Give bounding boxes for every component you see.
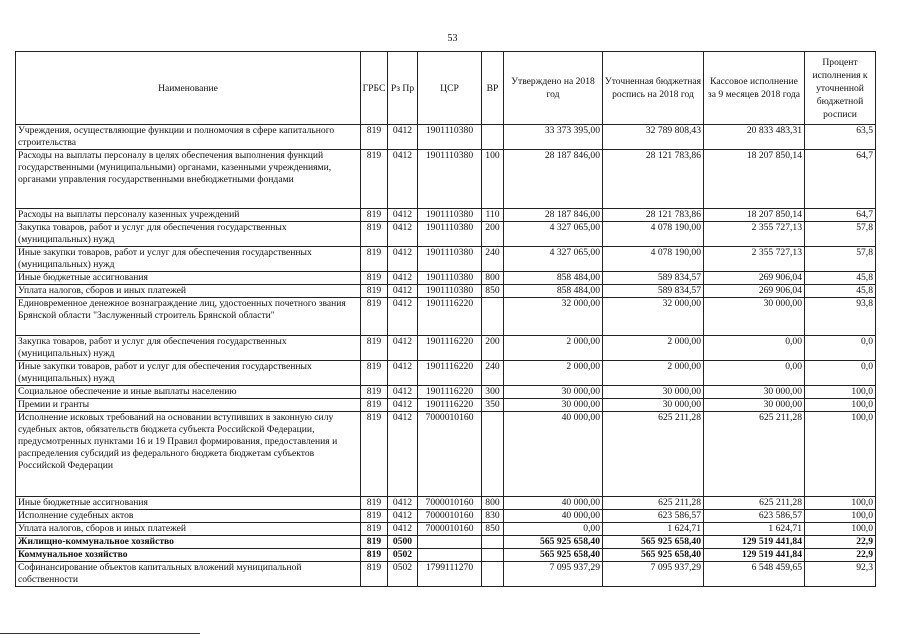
cell-csr xyxy=(418,549,482,562)
cell-name: Иные закупки товаров, работ и услуг для обеспечения государственных (муниципальных) нужд xyxy=(16,361,361,386)
cell-approved: 40 000,00 xyxy=(504,412,603,497)
table-row xyxy=(16,272,876,285)
cell-percent: 64,7 xyxy=(805,150,876,209)
cell-percent: 57,8 xyxy=(805,247,876,272)
cell-grbs: 819 xyxy=(361,150,388,209)
cell-approved: 565 925 658,40 xyxy=(504,536,603,549)
cell-percent: 92,3 xyxy=(805,562,876,587)
table-row xyxy=(16,222,876,247)
table-row xyxy=(16,285,876,298)
cell-cash: 6 548 459,65 xyxy=(704,562,805,587)
cell-vr: 800 xyxy=(482,272,504,285)
cell-refined: 30 000,00 xyxy=(603,386,704,399)
cell-name: Уплата налогов, сборов и иных платежей xyxy=(16,285,361,298)
cell-cash: 18 207 850,14 xyxy=(704,209,805,222)
cell-approved: 28 187 846,00 xyxy=(504,150,603,209)
cell-percent: 45,8 xyxy=(805,285,876,298)
cell-vr: 240 xyxy=(482,361,504,386)
cell-cash: 2 355 727,13 xyxy=(704,222,805,247)
table-row xyxy=(16,536,876,549)
cell-grbs: 819 xyxy=(361,272,388,285)
cell-csr: 1901110380 xyxy=(418,125,482,150)
cell-percent: 57,8 xyxy=(805,222,876,247)
cell-percent: 100,0 xyxy=(805,412,876,497)
cell-refined: 4 078 190,00 xyxy=(603,247,704,272)
cell-grbs: 819 xyxy=(361,536,388,549)
table-row xyxy=(16,386,876,399)
cell-rzpr: 0412 xyxy=(388,510,418,523)
cell-csr: 1901116220 xyxy=(418,336,482,361)
cell-csr: 1901116220 xyxy=(418,399,482,412)
cell-rzpr: 0412 xyxy=(388,285,418,298)
cell-refined: 7 095 937,29 xyxy=(603,562,704,587)
cell-name: Жилищно-коммунальное хозяйство xyxy=(16,536,361,549)
cell-grbs: 819 xyxy=(361,125,388,150)
cell-csr: 1901110380 xyxy=(418,247,482,272)
cell-grbs: 819 xyxy=(361,298,388,336)
cell-approved: 30 000,00 xyxy=(504,386,603,399)
cell-grbs: 819 xyxy=(361,399,388,412)
cell-approved: 33 373 395,00 xyxy=(504,125,603,150)
cell-grbs: 819 xyxy=(361,336,388,361)
cell-cash: 2 355 727,13 xyxy=(704,247,805,272)
cell-refined: 28 121 783,86 xyxy=(603,209,704,222)
cell-rzpr: 0412 xyxy=(388,361,418,386)
cell-grbs: 819 xyxy=(361,285,388,298)
cell-approved: 2 000,00 xyxy=(504,361,603,386)
cell-rzpr: 0412 xyxy=(388,222,418,247)
cell-refined: 1 624,71 xyxy=(603,523,704,536)
header-vr: ВР xyxy=(482,52,504,125)
cell-grbs: 819 xyxy=(361,361,388,386)
cell-name: Исполнение судебных актов xyxy=(16,510,361,523)
table-row xyxy=(16,562,876,587)
footnote-divider xyxy=(0,633,200,634)
cell-cash: 625 211,28 xyxy=(704,412,805,497)
cell-rzpr: 0412 xyxy=(388,399,418,412)
cell-refined: 28 121 783,86 xyxy=(603,150,704,209)
cell-approved: 28 187 846,00 xyxy=(504,209,603,222)
cell-rzpr: 0412 xyxy=(388,336,418,361)
cell-percent: 22,9 xyxy=(805,536,876,549)
header-refined: Уточненная бюджетная роспись на 2018 год xyxy=(603,52,704,125)
cell-csr: 1799111270 xyxy=(418,562,482,587)
budget-execution-table xyxy=(15,51,876,587)
cell-rzpr: 0412 xyxy=(388,523,418,536)
header-csr: ЦСР xyxy=(418,52,482,125)
cell-rzpr: 0502 xyxy=(388,562,418,587)
cell-approved: 7 095 937,29 xyxy=(504,562,603,587)
table-body xyxy=(16,125,876,587)
cell-refined: 625 211,28 xyxy=(603,497,704,510)
table-row xyxy=(16,150,876,209)
cell-rzpr: 0412 xyxy=(388,386,418,399)
cell-grbs: 819 xyxy=(361,510,388,523)
cell-refined: 623 586,57 xyxy=(603,510,704,523)
cell-vr: 350 xyxy=(482,399,504,412)
cell-rzpr: 0412 xyxy=(388,272,418,285)
cell-approved: 858 484,00 xyxy=(504,272,603,285)
cell-csr: 1901110380 xyxy=(418,285,482,298)
table-row xyxy=(16,125,876,150)
cell-refined: 565 925 658,40 xyxy=(603,536,704,549)
cell-percent: 64,7 xyxy=(805,209,876,222)
cell-approved: 565 925 658,40 xyxy=(504,549,603,562)
cell-csr: 1901116220 xyxy=(418,361,482,386)
cell-cash: 20 833 483,31 xyxy=(704,125,805,150)
cell-rzpr: 0412 xyxy=(388,209,418,222)
table-row xyxy=(16,510,876,523)
cell-vr: 200 xyxy=(482,336,504,361)
cell-vr: 200 xyxy=(482,222,504,247)
cell-vr: 850 xyxy=(482,523,504,536)
cell-vr: 830 xyxy=(482,510,504,523)
cell-cash: 1 624,71 xyxy=(704,523,805,536)
cell-approved: 40 000,00 xyxy=(504,510,603,523)
cell-grbs: 819 xyxy=(361,523,388,536)
cell-refined: 589 834,57 xyxy=(603,285,704,298)
cell-name: Иные бюджетные ассигнования xyxy=(16,497,361,510)
cell-grbs: 819 xyxy=(361,222,388,247)
cell-grbs: 819 xyxy=(361,247,388,272)
table-header-row xyxy=(16,52,876,125)
cell-vr: 100 xyxy=(482,150,504,209)
cell-refined: 2 000,00 xyxy=(603,336,704,361)
cell-vr xyxy=(482,412,504,497)
cell-approved: 0,00 xyxy=(504,523,603,536)
cell-percent: 100,0 xyxy=(805,497,876,510)
cell-name: Расходы на выплаты персоналу в целях обеспечения выполнения функций государственными (муниципальными) органами, казенными учреждениями, органами управления государственными внебюджетными фондами xyxy=(16,150,361,209)
cell-approved: 858 484,00 xyxy=(504,285,603,298)
cell-csr: 1901110380 xyxy=(418,222,482,247)
cell-vr: 800 xyxy=(482,497,504,510)
cell-percent: 0,0 xyxy=(805,361,876,386)
cell-csr: 1901110380 xyxy=(418,150,482,209)
cell-cash: 269 906,04 xyxy=(704,272,805,285)
cell-csr: 7000010160 xyxy=(418,412,482,497)
cell-vr: 850 xyxy=(482,285,504,298)
table-row xyxy=(16,399,876,412)
cell-cash: 0,00 xyxy=(704,361,805,386)
cell-rzpr: 0412 xyxy=(388,150,418,209)
cell-grbs: 819 xyxy=(361,497,388,510)
cell-approved: 40 000,00 xyxy=(504,497,603,510)
cell-refined: 32 789 808,43 xyxy=(603,125,704,150)
cell-grbs: 819 xyxy=(361,549,388,562)
cell-name: Софинансирование объектов капитальных вложений муниципальной собственности xyxy=(16,562,361,587)
cell-csr xyxy=(418,536,482,549)
cell-name: Иные закупки товаров, работ и услуг для обеспечения государственных (муниципальных) нужд xyxy=(16,247,361,272)
table-row xyxy=(16,497,876,510)
table-row xyxy=(16,247,876,272)
cell-name: Иные бюджетные ассигнования xyxy=(16,272,361,285)
cell-cash: 129 519 441,84 xyxy=(704,549,805,562)
cell-csr: 1901116220 xyxy=(418,298,482,336)
cell-cash: 625 211,28 xyxy=(704,497,805,510)
cell-percent: 0,0 xyxy=(805,336,876,361)
cell-percent: 45,8 xyxy=(805,272,876,285)
cell-vr xyxy=(482,549,504,562)
cell-cash: 129 519 441,84 xyxy=(704,536,805,549)
cell-grbs: 819 xyxy=(361,209,388,222)
cell-percent: 93,8 xyxy=(805,298,876,336)
cell-vr xyxy=(482,298,504,336)
cell-refined: 625 211,28 xyxy=(603,412,704,497)
header-cash: Кассовое исполнение за 9 месяцев 2018 года xyxy=(704,52,805,125)
cell-approved: 32 000,00 xyxy=(504,298,603,336)
cell-vr: 300 xyxy=(482,386,504,399)
cell-cash: 30 000,00 xyxy=(704,386,805,399)
table-row xyxy=(16,549,876,562)
cell-csr: 1901110380 xyxy=(418,272,482,285)
cell-percent: 22,9 xyxy=(805,549,876,562)
table-row xyxy=(16,523,876,536)
cell-percent: 63,5 xyxy=(805,125,876,150)
cell-name: Коммунальное хозяйство xyxy=(16,549,361,562)
cell-approved: 4 327 065,00 xyxy=(504,247,603,272)
cell-cash: 269 906,04 xyxy=(704,285,805,298)
cell-name: Социальное обеспечение и иные выплаты населению xyxy=(16,386,361,399)
header-percent: Процент исполнения к уточненной бюджетной росписи xyxy=(805,52,876,125)
table-row xyxy=(16,298,876,336)
page-number: 53 xyxy=(447,33,458,44)
cell-name: Премии и гранты xyxy=(16,399,361,412)
cell-refined: 4 078 190,00 xyxy=(603,222,704,247)
header-rzpr: Рз Пр xyxy=(388,52,418,125)
cell-percent: 100,0 xyxy=(805,523,876,536)
table-row xyxy=(16,209,876,222)
cell-name: Уплата налогов, сборов и иных платежей xyxy=(16,523,361,536)
table-row xyxy=(16,336,876,361)
cell-grbs: 819 xyxy=(361,412,388,497)
cell-percent: 100,0 xyxy=(805,386,876,399)
cell-csr: 7000010160 xyxy=(418,497,482,510)
header-grbs: ГРБС xyxy=(361,52,388,125)
cell-vr: 240 xyxy=(482,247,504,272)
cell-cash: 30 000,00 xyxy=(704,399,805,412)
cell-rzpr: 0412 xyxy=(388,125,418,150)
cell-rzpr: 0502 xyxy=(388,549,418,562)
cell-vr xyxy=(482,125,504,150)
cell-vr xyxy=(482,536,504,549)
cell-vr xyxy=(482,562,504,587)
cell-csr: 1901110380 xyxy=(418,209,482,222)
cell-csr: 7000010160 xyxy=(418,510,482,523)
cell-percent: 100,0 xyxy=(805,399,876,412)
cell-name: Закупка товаров, работ и услуг для обеспечения государственных (муниципальных) нужд xyxy=(16,222,361,247)
cell-refined: 565 925 658,40 xyxy=(603,549,704,562)
header-name: Наименование xyxy=(16,52,361,125)
cell-rzpr: 0500 xyxy=(388,536,418,549)
cell-cash: 623 586,57 xyxy=(704,510,805,523)
cell-vr: 110 xyxy=(482,209,504,222)
cell-percent: 100,0 xyxy=(805,510,876,523)
cell-approved: 2 000,00 xyxy=(504,336,603,361)
cell-approved: 30 000,00 xyxy=(504,399,603,412)
cell-grbs: 819 xyxy=(361,386,388,399)
cell-refined: 589 834,57 xyxy=(603,272,704,285)
cell-name: Исполнение исковых требований на основании вступивших в законную силу судебных актов, обязательств бюджета субъекта Российской Федерации, предусмотренных пунктами 16 и 19 Правил формирования, предоставления и распределения субсидий из федерального бюджета бюджетам субъектов Российской Федерации xyxy=(16,412,361,497)
cell-rzpr: 0412 xyxy=(388,497,418,510)
cell-cash: 30 000,00 xyxy=(704,298,805,336)
cell-refined: 2 000,00 xyxy=(603,361,704,386)
header-approved: Утверждено на 2018 год xyxy=(504,52,603,125)
table-row xyxy=(16,412,876,497)
cell-name: Единовременное денежное вознаграждение лиц, удостоенных почетного звания Брянской области "Заслуженный строитель Брянской области" xyxy=(16,298,361,336)
cell-refined: 30 000,00 xyxy=(603,399,704,412)
cell-rzpr: 0412 xyxy=(388,412,418,497)
cell-name: Расходы на выплаты персоналу казенных учреждений xyxy=(16,209,361,222)
cell-cash: 0,00 xyxy=(704,336,805,361)
cell-grbs: 819 xyxy=(361,562,388,587)
cell-csr: 1901116220 xyxy=(418,386,482,399)
table-row xyxy=(16,361,876,386)
cell-approved: 4 327 065,00 xyxy=(504,222,603,247)
cell-refined: 32 000,00 xyxy=(603,298,704,336)
cell-csr: 7000010160 xyxy=(418,523,482,536)
cell-name: Закупка товаров, работ и услуг для обеспечения государственных (муниципальных) нужд xyxy=(16,336,361,361)
cell-rzpr: 0412 xyxy=(388,247,418,272)
cell-cash: 18 207 850,14 xyxy=(704,150,805,209)
cell-name: Учреждения, осуществляющие функции и полномочия в сфере капитального строительства xyxy=(16,125,361,150)
cell-rzpr: 0412 xyxy=(388,298,418,336)
